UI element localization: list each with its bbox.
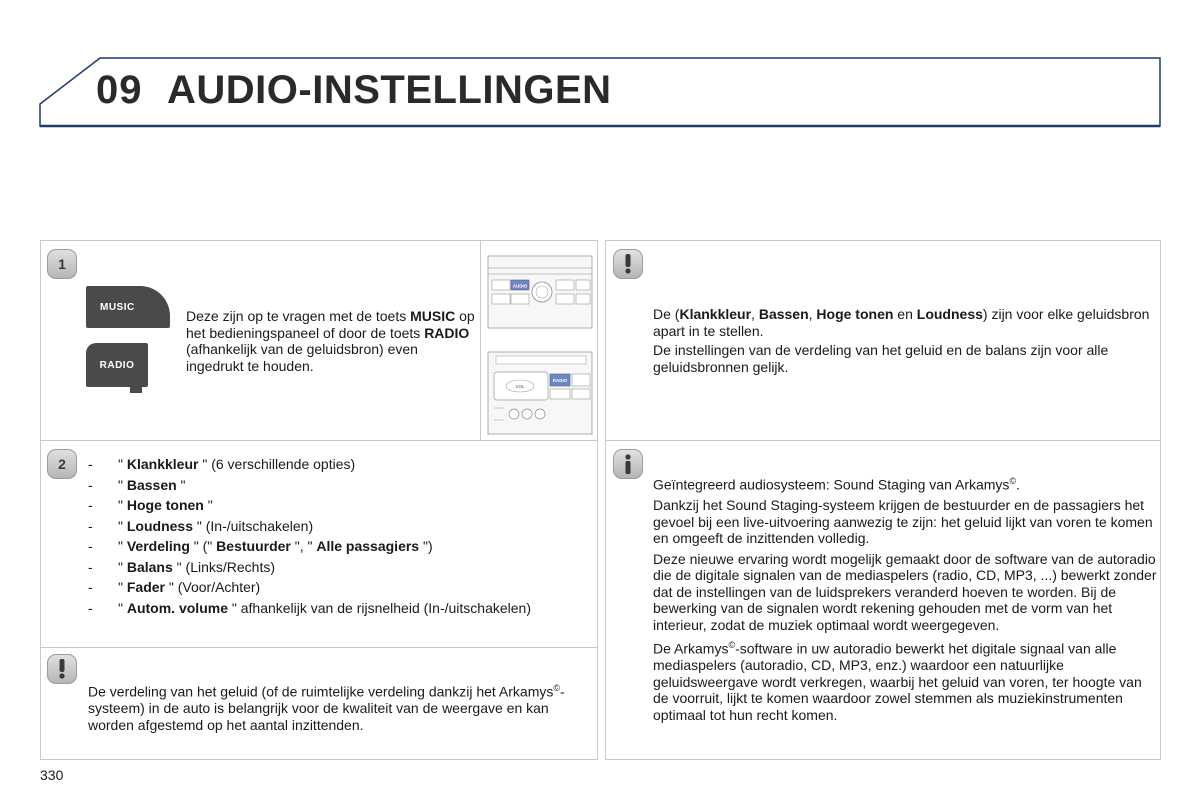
chapter-number: 09	[96, 68, 143, 112]
info-icon	[613, 449, 643, 479]
list-item-name: Bassen	[126, 476, 177, 493]
list-item-detail: "	[176, 476, 186, 493]
list-dash: -	[88, 517, 93, 534]
list-item-name: Fader	[126, 579, 165, 595]
list-item-name-3: Alle passagiers	[316, 538, 420, 554]
option-list	[88, 456, 588, 620]
control-panel-illustration	[486, 252, 594, 332]
chapter-title: AUDIO-INSTELLINGEN	[167, 68, 612, 112]
wr-bassen: Bassen	[758, 306, 809, 322]
list-item-name: Klankkleur	[126, 456, 199, 472]
warning-right-text	[653, 306, 1153, 378]
step-2-badge: 2	[47, 449, 77, 479]
info-p4	[653, 637, 1158, 723]
info-p1	[653, 473, 1158, 493]
list-item-name: Verdeling	[126, 538, 190, 554]
copyright-sup: ©	[553, 683, 560, 693]
list-dash: -	[88, 579, 93, 595]
wr-p1-c: ) zijn voor elke geluidsbron apart in te stellen.	[653, 306, 1150, 339]
info-text	[653, 473, 1158, 727]
list-item-name: Hoge tonen	[126, 497, 204, 513]
page-number: 330	[40, 767, 64, 783]
list-item-detail: " (Links/Rechts)	[172, 558, 275, 575]
copyright-sup: ©	[1009, 476, 1017, 486]
wr-klankkleur: Klankkleur	[679, 306, 752, 322]
list-item-name: Loudness	[126, 517, 193, 534]
radio-highlight-label: RADIO	[552, 378, 568, 383]
info-p1-b: .	[1016, 476, 1020, 493]
list-quote: "	[118, 579, 127, 595]
list-quote: "	[118, 599, 127, 616]
list-item-detail: " (In-/uitschakelen)	[192, 517, 314, 534]
step-1-radio-bold: RADIO	[424, 324, 470, 341]
radio-key-icon: RADIO	[86, 343, 148, 387]
copyright-sup: ©	[728, 640, 736, 651]
panel-divider	[480, 240, 481, 441]
list-item-name-2: Bestuurder	[216, 538, 291, 554]
warning-icon	[47, 654, 77, 684]
list-item-detail-2: ", "	[290, 538, 317, 554]
list-item	[88, 559, 588, 576]
wr-sep-3: en	[893, 306, 917, 322]
warning-icon	[613, 249, 643, 279]
list-dash: -	[88, 497, 93, 513]
list-dash: -	[88, 476, 93, 493]
warning-left-text-b: -systeem) in de auto is belangrijk voor de kwaliteit van de weergave en kan worden afgestemd op het aantal inzittenden.	[88, 683, 565, 733]
list-dash: -	[88, 538, 93, 554]
list-item	[88, 579, 588, 596]
radio-unit-illustration	[486, 348, 594, 436]
list-item	[88, 497, 588, 514]
list-quote: "	[118, 456, 127, 472]
list-item	[88, 600, 588, 617]
step-1-text-c: op het bedieningspaneel of door de toets	[186, 308, 475, 341]
vol-label: VOL	[515, 384, 525, 389]
step-1-music-bold: MUSIC	[410, 308, 456, 324]
info-p1-a: Geïntegreerd audiosysteem: Sound Staging van Arkamys	[653, 476, 1010, 493]
warning-right-p2: De instellingen van de verdeling van het geluid en de balans zijn voor alle geluidsbronnen gelijk.	[653, 342, 1109, 375]
list-dash: -	[88, 558, 93, 575]
list-quote: "	[118, 558, 127, 575]
list-quote: "	[118, 538, 127, 554]
music-key-icon: MUSIC	[86, 286, 170, 328]
list-dash: -	[88, 456, 93, 472]
list-item-detail: "	[203, 497, 213, 513]
wr-hoge-tonen: Hoge tonen	[816, 306, 894, 322]
list-item-detail: " (6 verschillende opties)	[198, 456, 356, 472]
list-item	[88, 477, 588, 494]
info-p4-b: -software in uw autoradio bewerkt het digitale signaal van alle mediaspelers (autoradio, CD, MP3, enz.) waardoor een natuurlijke geluidsweergave wordt verkregen, waarbij het geluid van voren, ter hoogte van de voorruit, lijkt te komen waardoor zowel stemmen als muziekinstrumenten optimaal tot hun recht komen.	[653, 640, 1142, 723]
list-dash: -	[88, 599, 93, 616]
step-1-badge: 1	[47, 249, 77, 279]
wr-sep-2: ,	[808, 306, 817, 322]
list-quote: "	[118, 497, 127, 513]
list-item	[88, 456, 588, 473]
radio-key-tab	[130, 387, 142, 393]
list-item-detail-3: ")	[419, 538, 433, 554]
warning-left-text	[88, 680, 578, 733]
wr-p1-a: De (	[653, 306, 680, 322]
step-1-text-e: (afhankelijk van de geluidsbron) even ingedrukt te houden.	[186, 341, 418, 374]
list-quote: "	[118, 476, 127, 493]
step-1-text-a: Deze zijn op te vragen met de toets	[186, 308, 411, 324]
list-item	[88, 538, 588, 555]
warning-left-text-a: De verdeling van het geluid (of de ruimtelijke verdeling dankzij het Arkamys	[88, 683, 554, 700]
info-p4-a: De Arkamys	[653, 640, 729, 657]
list-item	[88, 518, 588, 535]
step-1-text	[186, 308, 478, 374]
audio-key-label: AUDIO	[512, 283, 528, 289]
info-p3: Deze nieuwe ervaring wordt mogelijk gemaakt door de software van de autoradio die de digitale signalen van de mediaspelers (radio, CD, MP3, ...) bewerkt zonder dat de instellingen van de luidsprekers veranderd hoeven te worden. Bij de bewerking van de signalen wordt rekening gehouden met de vorm van het interieur, zodat de muziek optimaal wordt weergegeven.	[653, 550, 1157, 633]
wr-loudness: Loudness	[916, 306, 983, 322]
list-item-name: Balans	[126, 558, 173, 575]
list-quote: "	[118, 517, 127, 534]
list-item-detail: " (Voor/Achter)	[164, 579, 261, 595]
list-item-name: Autom. volume	[126, 599, 228, 616]
warning-right-p1	[653, 306, 1153, 339]
wr-sep-1: ,	[751, 306, 759, 322]
list-item-detail: " ("	[189, 538, 217, 554]
info-p2: Dankzij het Sound Staging-systeem krijgen de bestuurder en de passagiers het gevoel bij een live-uitvoering aanwezig te zijn: het geluid lijkt van voren te komen en omgeeft de inzittenden volledig.	[653, 497, 1153, 547]
list-item-detail: " afhankelijk van de rijsnelheid (In-/uitschakelen)	[227, 599, 532, 616]
